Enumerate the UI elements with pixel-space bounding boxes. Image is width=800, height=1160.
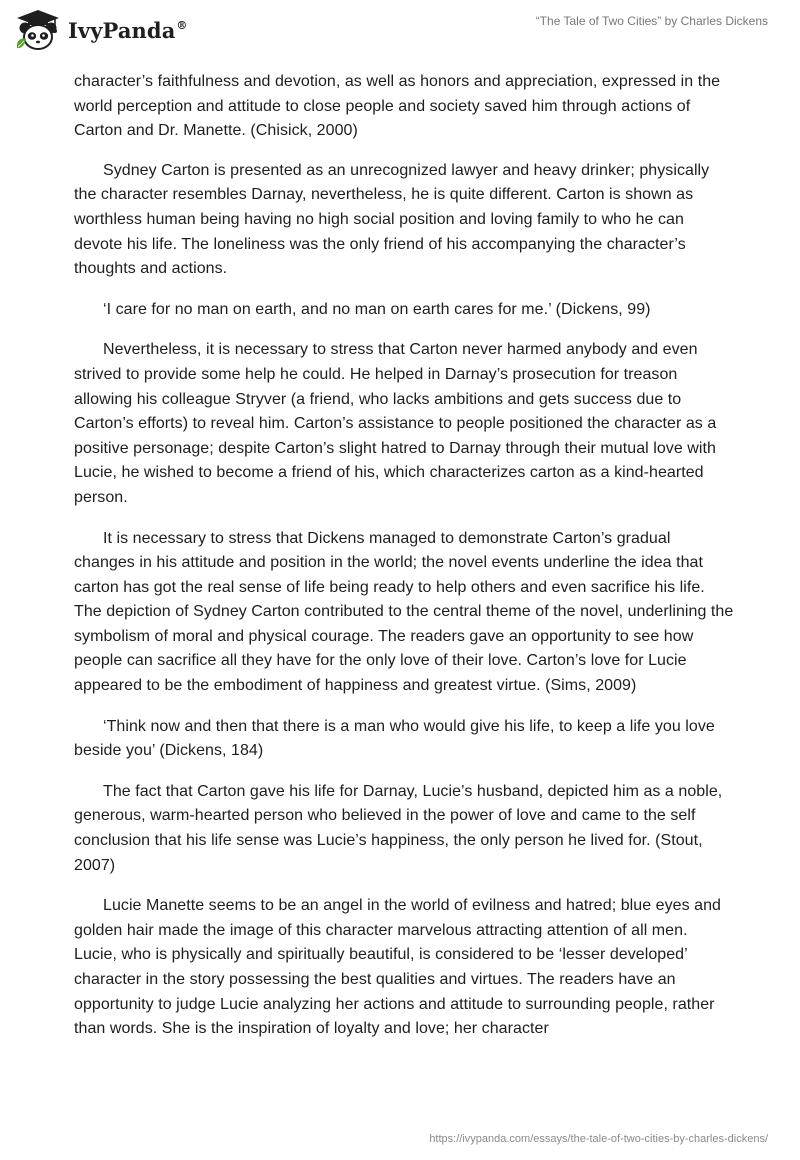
paragraph: Lucie Manette seems to be an angel in the world of evilness and hatred; blue eyes and golden hair made the image of this character marvelous attracting attention of all men. Lucie, who is physically and spiritually beautiful, is considered to be ‘lesser developed’ character in the story possessing the best qualities and virtues. The readers have an opportunity to judge Lucie analyzing her actions and attitude to surrounding people, rather than words. She is the inspiration of loyalty and love; her character xyxy=(74,897,721,1038)
source-url[interactable]: https://ivypanda.com/essays/the-tale-of-two-cities-by-charles-dickens/ xyxy=(429,1133,768,1145)
ivypanda-logo[interactable] xyxy=(14,8,188,52)
paragraph: character’s faithfulness and devotion, as well as honors and appreciation, expressed in the world perception and attitude to close people and society saved him through actions of Carton and Dr. Manette. (Chisick, 2000) xyxy=(74,73,721,140)
registered-mark: ® xyxy=(176,18,188,32)
page-header xyxy=(0,0,800,62)
panda-graduate-icon xyxy=(14,8,62,52)
logo-wordmark xyxy=(68,18,188,43)
paragraph: The fact that Carton gave his life for Darnay, Lucie’s husband, depicted him as a noble, generous, warm-hearted person who believed in the power of love and came to the self conclusion that his life sense was Lucie’s happiness, the only person he lived for. (Stout, 2007) xyxy=(74,782,723,874)
paragraph: It is necessary to stress that Dickens managed to demonstrate Carton’s gradual changes in his attitude and position in the world; the novel events underline the idea that carton has got the real sense of life being ready to help others and even sacrifice his life. The depiction of Sydney Carton contributed to the central theme of the novel, underlining the symbolism of moral and physical courage. The readers gave an opportunity to see how people can sacrifice all they have for the only love of their love. Carton’s love for Lucie appeared to be the embodiment of happiness and greatest virtue. (Sims, 2009) xyxy=(74,529,734,695)
essay-body xyxy=(74,70,734,1058)
quote: ‘I care for no man on earth, and no man on earth cares for me.’ (Dickens, 99) xyxy=(103,300,651,318)
quote: ‘Think now and then that there is a man who would give his life, to keep a life you love beside you’ (Dickens, 184) xyxy=(74,717,715,760)
running-title: “The Tale of Two Cities” by Charles Dickens xyxy=(535,14,768,28)
paragraph: Nevertheless, it is necessary to stress that Carton never harmed anybody and even strived to provide some help he could. He helped in Darnay’s prosecution for treason allowing his colleague Stryver (a friend, who lacks ambitions and gets success due to Carton’s efforts) to reveal him. Carton’s assistance to people positioned the character as a positive personage; despite Carton’s slight hatred to Darnay through their mutual love with Lucie, he wished to become a friend of his, which characterizes carton as a kind-hearted person. xyxy=(74,341,717,506)
logo-text: IvyPanda xyxy=(68,17,176,43)
paragraph: Sydney Carton is presented as an unrecognized lawyer and heavy drinker; physically the character resembles Darnay, nevertheless, he is quite different. Carton is shown as worthless human being having no high social position and loving family to who he can devote his life. The loneliness was the only friend of his accompanying the character’s thoughts and actions. xyxy=(74,161,710,278)
